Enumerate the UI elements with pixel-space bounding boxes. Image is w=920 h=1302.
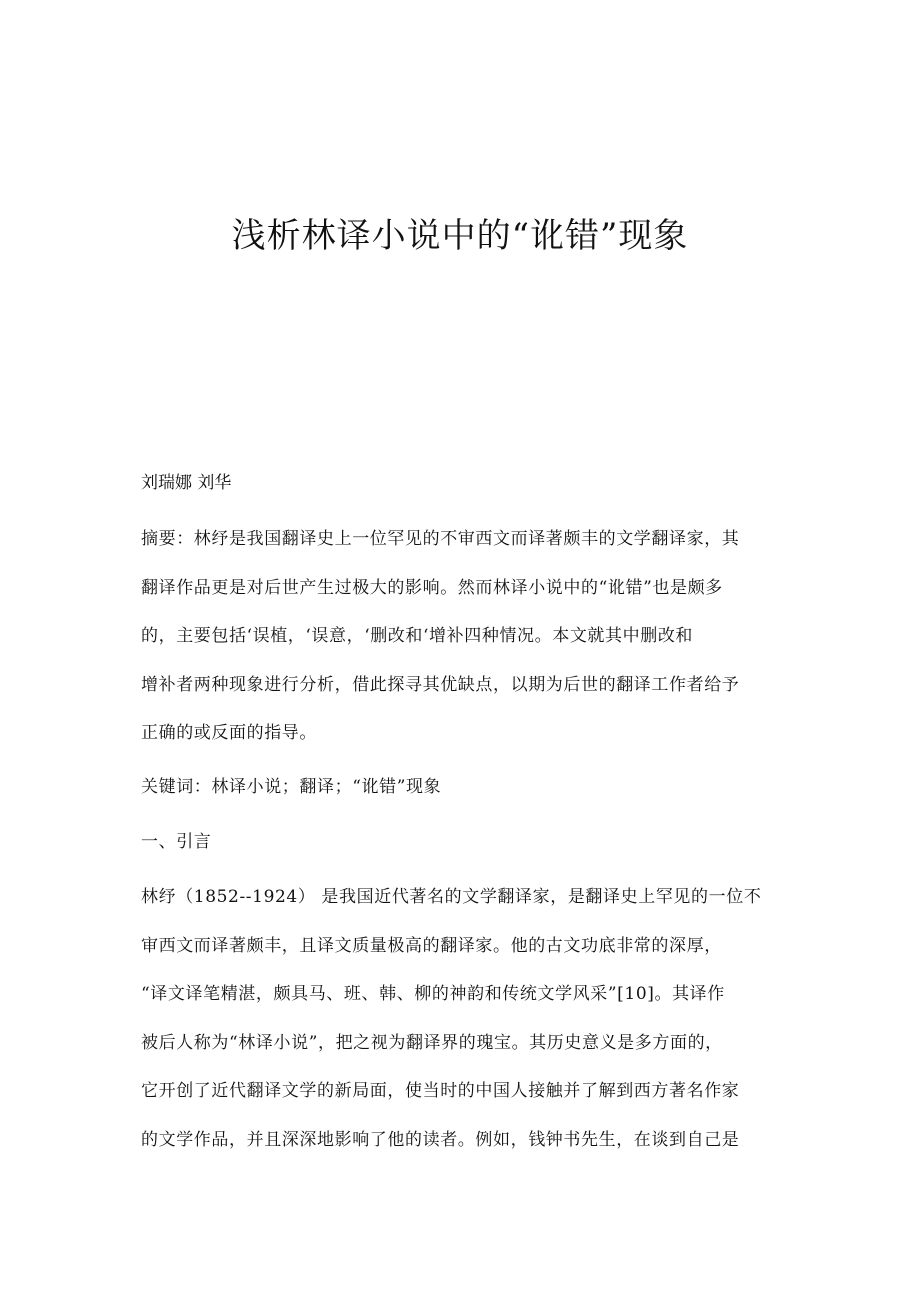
body-line: 被后人称为“林译小说”，把之视为翻译界的瑰宝。其历史意义是多方面的， <box>141 1032 723 1053</box>
abstract-line: 的，主要包括‘误植，‘误意，‘删改和‘增补四种情况。本文就其中删改和 <box>141 626 694 646</box>
body-line: 它开创了近代翻译文学的新局面，使当时的中国人接触并了解到西方著名作家 <box>141 1081 740 1101</box>
page-title: 浅析林译小说中的“讹错”现象 <box>231 216 689 256</box>
keywords: 关键词：林译小说；翻译；“讹错”现象 <box>141 777 442 797</box>
body-line: 林纾（1852--1924） 是我国近代著名的文学翻译家，是翻译史上罕见的一位不 <box>141 887 762 907</box>
body-line: “译文译笔精湛，颇具马、班、韩、柳的神韵和传统文学风采”[10]。其译作 <box>141 984 725 1004</box>
body-line: 审西文而译著颇丰，且译文质量极高的翻译家。他的古文功底非常的深厚， <box>141 935 722 956</box>
body-paragraph <box>141 873 781 1164</box>
abstract-line: 增补者两种现象进行分析，借此探寻其优缺点，以期为后世的翻译工作者给予 <box>141 674 740 695</box>
authors: 刘瑞娜 刘华 <box>141 473 232 493</box>
abstract-paragraph <box>141 515 781 758</box>
abstract-line: 正确的或反面的指导。 <box>141 723 317 743</box>
abstract-line: 翻译作品更是对后世产生过极大的影响。然而林译小说中的“讹错”也是颇多 <box>141 577 723 598</box>
abstract-line: 摘要：林纾是我国翻译史上一位罕见的不审西文而译著颇丰的文学翻译家，其 <box>141 529 740 549</box>
section-heading: 一、引言 <box>141 832 212 852</box>
body-line: 的文学作品，并且深深地影响了他的读者。例如，钱钟书先生，在谈到自己是 <box>141 1129 740 1150</box>
